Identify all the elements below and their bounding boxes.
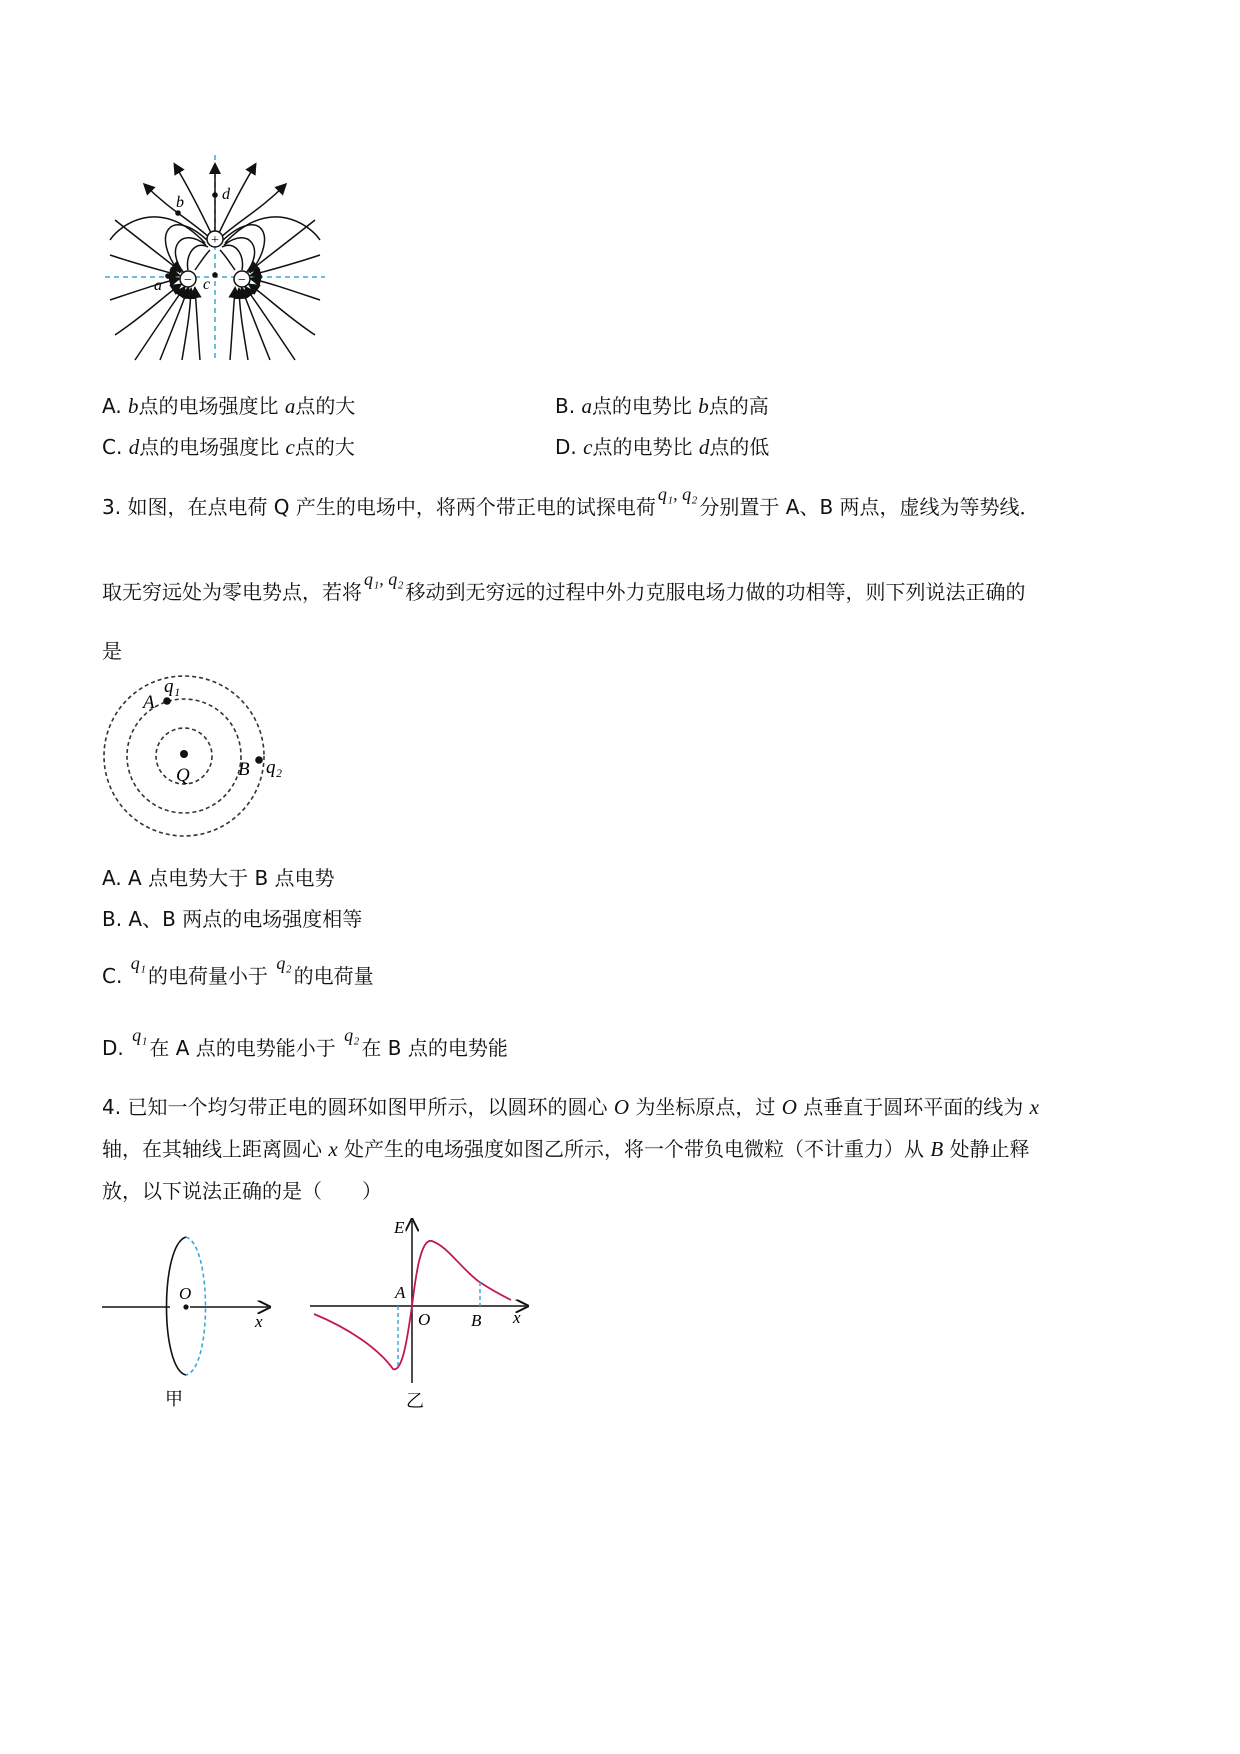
svg-text:O: O xyxy=(418,1310,431,1329)
label-c: c xyxy=(203,276,211,293)
q2-option-d[interactable]: D. c点的电势比 d点的低 xyxy=(555,435,770,459)
field-line xyxy=(110,217,205,243)
svg-text:−: − xyxy=(184,273,192,288)
q2-option-c[interactable]: C. d点的电场强度比 c点的大 xyxy=(102,435,355,459)
svg-text:B: B xyxy=(471,1311,482,1330)
label-q2: q₂ xyxy=(266,757,283,778)
field-line xyxy=(220,250,235,270)
label-d: d xyxy=(222,186,230,203)
charge-Q xyxy=(180,750,188,758)
svg-text:E: E xyxy=(394,1218,405,1237)
q2-option-b[interactable]: B. a点的电势比 b点的高 xyxy=(555,394,769,418)
field-line xyxy=(252,255,320,275)
q2-option-a[interactable]: A. b点的电场强度比 a点的大 xyxy=(102,394,356,418)
ring-figure-jia xyxy=(100,1235,280,1415)
point-a xyxy=(165,273,171,279)
ring-back xyxy=(186,1237,206,1375)
field-line xyxy=(195,250,210,270)
field-line xyxy=(175,238,206,273)
svg-text:x: x xyxy=(255,1312,263,1331)
label-B: B xyxy=(238,759,250,780)
q3-stem-line3: 是 xyxy=(102,639,122,663)
label-b: b xyxy=(176,194,184,211)
point-A xyxy=(163,697,171,705)
field-line xyxy=(230,289,235,360)
svg-text:x: x xyxy=(513,1308,521,1327)
field-line xyxy=(115,285,180,335)
svg-text:O: O xyxy=(179,1284,192,1303)
field-line xyxy=(246,288,295,360)
label-a: a xyxy=(154,277,162,294)
equipotential-figure xyxy=(100,668,300,838)
field-line xyxy=(195,289,200,360)
ring-center xyxy=(183,1304,188,1309)
field-lines-figure xyxy=(100,155,340,370)
field-line xyxy=(225,217,320,243)
field-line xyxy=(110,255,178,275)
point-d xyxy=(212,192,218,198)
field-line xyxy=(252,279,320,300)
q3-option-c[interactable]: C. q₁的电荷量小于 q₂的电荷量 xyxy=(102,953,374,988)
ring-front xyxy=(167,1237,187,1375)
field-graph-yi xyxy=(308,1213,538,1418)
field-line xyxy=(110,279,178,300)
q3-option-b[interactable]: B. A、B 两点的电场强度相等 xyxy=(102,907,363,931)
svg-text:−: − xyxy=(238,273,246,288)
svg-text:A: A xyxy=(395,1283,406,1302)
field-line xyxy=(250,285,315,335)
label-Q: Q xyxy=(176,765,190,786)
q3-option-d[interactable]: D. q₁在 A 点的电势能小于 q₂在 B 点的电势能 xyxy=(102,1025,508,1060)
field-line xyxy=(135,288,184,360)
svg-text:+: + xyxy=(211,233,219,248)
q3-option-a[interactable]: A. A 点电势大于 B 点电势 xyxy=(102,866,335,890)
field-line xyxy=(224,238,255,273)
label-A: A xyxy=(143,692,155,713)
q4-stem-line1: 4. 已知一个均匀带正电的圆环如图甲所示，以圆环的圆心 O 为坐标原点，过 O 点垂直于圆环平面的线为 x xyxy=(102,1095,1039,1119)
q4-stem-line3: 放，以下说法正确的是（ ） xyxy=(102,1179,382,1203)
point-B xyxy=(255,756,263,764)
svg-text:乙: 乙 xyxy=(406,1391,424,1411)
point-c xyxy=(212,272,218,278)
q3-stem-line1: 3. 如图，在点电荷 Q 产生的电场中，将两个带正电的试探电荷q₁, q₂分别置于 A、B 两点，虚线为等势线． xyxy=(102,484,1040,519)
svg-text:甲: 甲 xyxy=(165,1389,183,1409)
q4-stem-line2: 轴，在其轴线上距离圆心 x 处产生的电场强度如图乙所示，将一个带负电微粒（不计重力）从 B 处静止释 xyxy=(102,1137,1030,1161)
label-q1: q₁ xyxy=(164,676,181,697)
point-b xyxy=(175,210,181,216)
q3-stem-line2: 取无穷远处为零电势点，若将q₁, q₂移动到无穷远的过程中外力克服电场力做的功相等，则下列说法正确的 xyxy=(102,569,1026,604)
